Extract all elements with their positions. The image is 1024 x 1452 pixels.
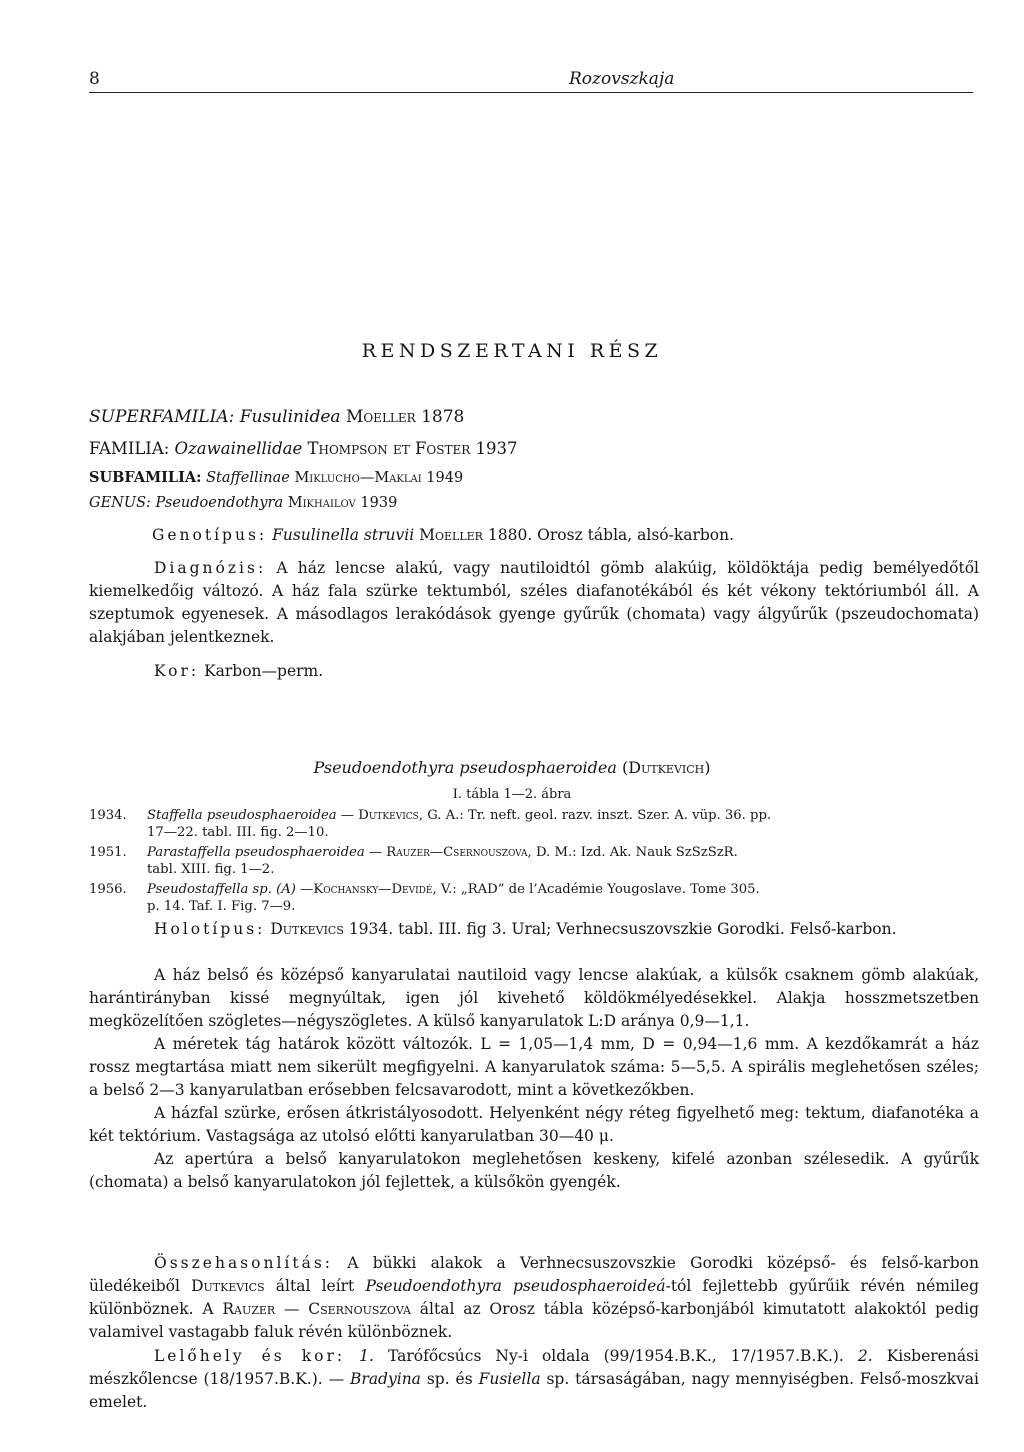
subfamily-name: Staffellinae bbox=[206, 470, 290, 486]
genus-label: GENUS: bbox=[89, 495, 151, 511]
holotype-author: Dutkevics bbox=[270, 920, 344, 938]
locality-genus: Bradyina bbox=[350, 1370, 421, 1388]
family-year: 1937 bbox=[475, 439, 518, 458]
synonymy-authors: — Dutkevics, G. A.: bbox=[340, 808, 464, 823]
synonymy-continuation: 17—22. tabl. III. fig. 2—10. bbox=[147, 825, 329, 840]
species-author: (Dutkevich) bbox=[622, 758, 711, 777]
locality-number: 1. bbox=[359, 1347, 374, 1365]
description-paragraph: A házfal szürke, erősen átkristályosodott. Helyenként négy réteg figyelhető meg: tektum, diafanotéka a két tektórium. Vastagsága az utolsó előtti kanyarulatban 30—40 μ. bbox=[89, 1104, 979, 1145]
superfamily-author: Moeller bbox=[345, 407, 416, 427]
synonymy-taxon: Pseudostaffella sp. (A) bbox=[147, 882, 296, 897]
synonymy-continuation: tabl. XIII. fig. 1—2. bbox=[147, 862, 275, 877]
synonymy-entry bbox=[89, 881, 979, 915]
subfamily-author: Miklucho—Maklai bbox=[294, 470, 422, 486]
description-paragraph: Az apertúra a belső kanyarulatokon meglehetősen keskeny, kifelé azonban szélesedik. A gyűrűk (chomata) a belső kanyarulatokon jól fejlettek, a külsőkön gyengék. bbox=[89, 1150, 979, 1191]
synonymy-year: 1951. bbox=[89, 845, 127, 860]
synonymy-entry bbox=[89, 844, 979, 878]
age-label: Kor: bbox=[154, 662, 200, 680]
superfamily-line bbox=[89, 406, 979, 429]
synonymy-taxon: Parastaffella pseudosphaeroidea bbox=[147, 845, 365, 860]
synonymy-reference: D. M.: Izd. Ak. Nauk SzSzSzR. bbox=[535, 845, 738, 860]
description-paragraph: A ház belső és középső kanyarulatai nautiloid vagy lencse alakúak, a külsők csaknem gömb alakúak, harántirányban kissé megnyúltak, igen jól kivehető köldökmélyedésekkel. Alakja hosszmetszetben megközelítően szögletes—négyszögletes. A külső kanyarulatok L:D aránya 0,9—1,1. bbox=[89, 966, 979, 1030]
age-text: Karbon—perm. bbox=[204, 662, 324, 680]
running-head: Rozovszkaja bbox=[569, 69, 675, 89]
section-title: RENDSZERTANI RÉSZ bbox=[361, 340, 663, 362]
page-number: 8 bbox=[89, 69, 100, 89]
comparison-species: Pseudoendothyra pseudosphaeroideá bbox=[365, 1277, 666, 1295]
superfamily-year: 1878 bbox=[421, 407, 465, 427]
locality-genus: Fusiella bbox=[478, 1370, 541, 1388]
genus-year: 1939 bbox=[360, 495, 398, 511]
genotype-label: Genotípus: bbox=[152, 526, 268, 544]
subfamily-line bbox=[89, 466, 979, 490]
comparison-text: által az Orosz tábla középső-karbonjából kimutatott alakoktól pedig valamivel vastagabb faluk révén különböznek. bbox=[89, 1300, 979, 1341]
synonymy-year: 1956. bbox=[89, 882, 127, 897]
family-author: Thompson et Foster bbox=[307, 439, 471, 458]
comparison-text: A bükki alakok a Verhnecsuszovszkie Gorodki középső- és felső-karbon üledékeiből bbox=[89, 1254, 979, 1295]
locality-text: Kisberenási mészkőlencse (18/1957.B.K.). — bbox=[89, 1347, 979, 1388]
synonymy-authors: — Rauzer—Csernouszova, bbox=[368, 845, 532, 860]
holotype-paragraph bbox=[89, 918, 979, 941]
age-line bbox=[154, 660, 974, 683]
synonymy-continuation: p. 14. Taf. I. Fig. 7—9. bbox=[147, 899, 296, 914]
diagnosis-paragraph bbox=[89, 557, 979, 649]
synonymy-authors: —Kochansky—Devidé, V.: bbox=[300, 882, 457, 897]
comparison-paragraph bbox=[89, 1252, 979, 1344]
superfamily-label: SUPERFAMILIA: bbox=[89, 407, 235, 427]
family-label: FAMILIA: bbox=[89, 439, 170, 458]
superfamily-name: Fusulinidea bbox=[239, 407, 341, 427]
locality-number: 2. bbox=[857, 1347, 873, 1365]
description-paragraph: A méretek tág határok között változók. L = 1,05—1,4 mm, D = 0,94—1,6 mm. A kezdőkamrát a ház rossz megtartása miatt nem sikerült megfigyelni. A kanyarulatok száma: 5—5,5. A spirális meglehetősen széles; a belső 2—3 kanyarulatban erősebben felcsavarodott, mint a következőkben. bbox=[89, 1035, 979, 1099]
locality-label: Lelőhely és kor: bbox=[154, 1347, 346, 1365]
species-heading bbox=[0, 756, 1024, 779]
comparison-author: Rauzer — Csernouszova bbox=[222, 1300, 411, 1318]
subfamily-label: SUBFAMILIA: bbox=[89, 469, 202, 486]
genotype-species: Fusulinella struvii bbox=[272, 526, 415, 544]
holotype-text: 1934. tabl. III. fig 3. Ural; Verhnecsuszovszkie Gorodki. Felső-karbon. bbox=[348, 920, 897, 938]
subfamily-year: 1949 bbox=[426, 470, 464, 486]
diagnosis-text: A ház lencse alakú, vagy nautiloidtól gömb alakúig, köldöktája pedig bemélyedőtől kiemelkedőig változó. A ház fala szürke tektumból, széles diafanotékából és két vékony tektóriumból áll. A szeptumok egyenesek. A másodlagos lerakódások gyenge gyűrűk (chomata) vagy álgyűrűk (pszeudochomata) alakjában jelentkeznek. bbox=[89, 559, 979, 646]
comparison-text: által leírt bbox=[275, 1277, 355, 1295]
genotype-line bbox=[152, 524, 979, 547]
description-section bbox=[89, 964, 979, 1194]
locality-text: Tarófőcsúcs Ny-i oldala (99/1954.B.K., 17/1957.B.K.). bbox=[387, 1347, 844, 1365]
species-name: Pseudoendothyra pseudosphaeroidea bbox=[313, 758, 617, 777]
synonymy-reference: Tr. neft. geol. razv. inszt. Szer. A. vüp. 36. pp. bbox=[468, 808, 772, 823]
synonymy-reference: „RAD” de l’Académie Yougoslave. Tome 305. bbox=[460, 882, 760, 897]
comparison-text: -tól fejlettebb gyűrűik révén némileg különböznek. A bbox=[89, 1277, 979, 1318]
holotype-label: Holotípus: bbox=[154, 920, 266, 938]
diagnosis-label: Diagnózis: bbox=[154, 559, 267, 577]
genotype-author: Moeller bbox=[419, 526, 483, 544]
synonymy-list bbox=[89, 807, 979, 918]
locality-text: sp. és bbox=[426, 1370, 473, 1388]
locality-paragraph bbox=[89, 1345, 979, 1414]
genus-name: Pseudoendothyra bbox=[155, 495, 284, 511]
page-header bbox=[89, 64, 973, 93]
synonymy-year: 1934. bbox=[89, 808, 127, 823]
comparison-author: Dutkevics bbox=[191, 1277, 265, 1295]
plate-reference: I. tábla 1—2. ábra bbox=[452, 787, 572, 802]
synonymy-entry bbox=[89, 807, 979, 841]
synonymy-taxon: Staffella pseudosphaeroidea bbox=[147, 808, 337, 823]
genus-author: Mikhailov bbox=[287, 495, 356, 511]
family-line bbox=[89, 437, 979, 460]
family-name: Ozawainellidae bbox=[174, 439, 303, 458]
genotype-rest: 1880. Orosz tábla, alsó-karbon. bbox=[487, 526, 735, 544]
locality-text: sp. társaságában, nagy mennyiségben. Felső-moszkvai emelet. bbox=[89, 1370, 979, 1411]
genus-line bbox=[89, 492, 979, 515]
comparison-label: Összehasonlítás: bbox=[154, 1254, 334, 1272]
